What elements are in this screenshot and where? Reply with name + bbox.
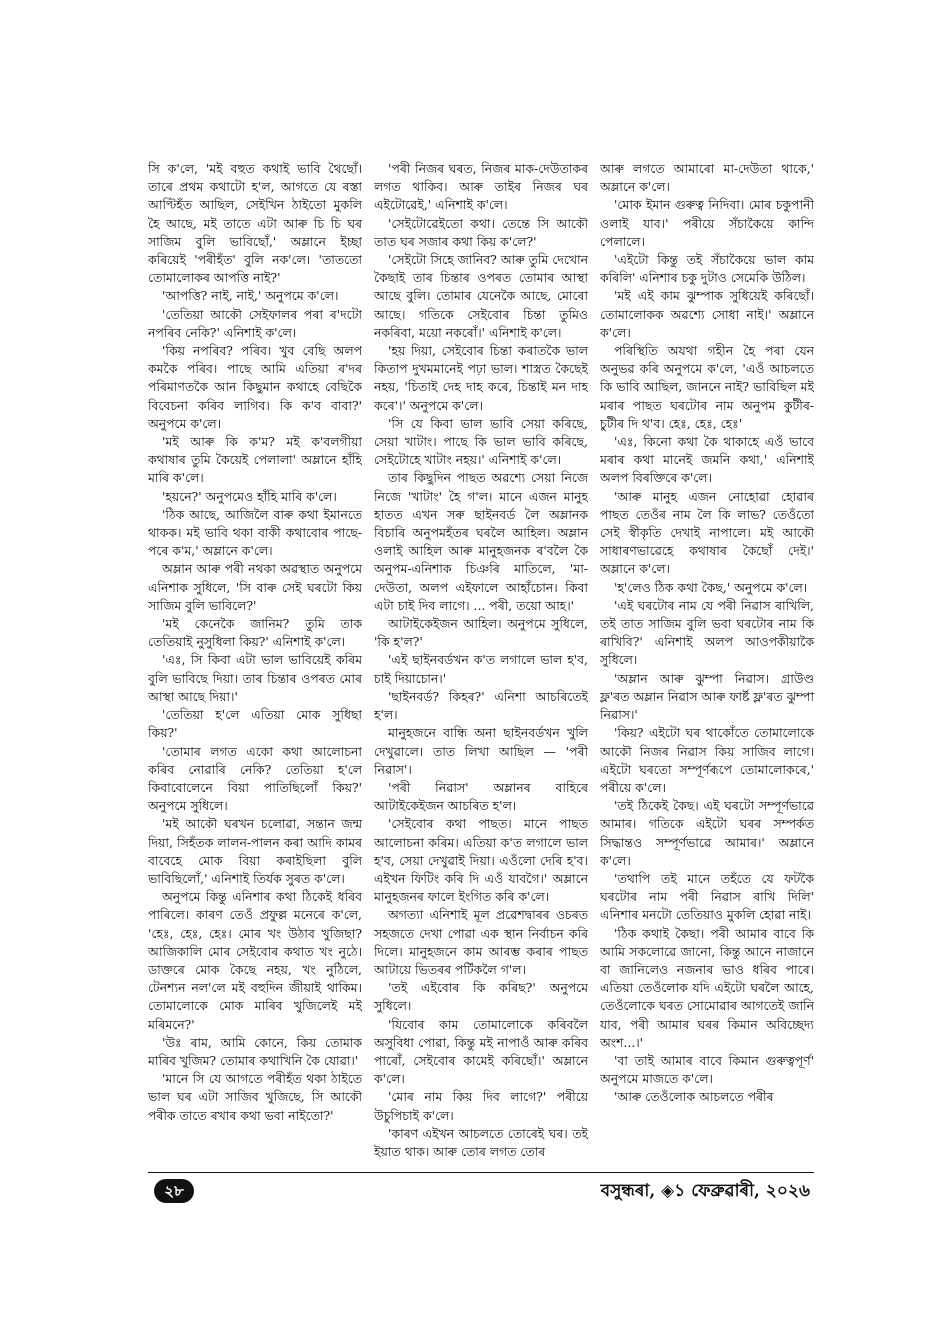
paragraph: 'এই ছাইনবৰ্ডখন ক'ত লগালে ভাল হ'ব, চাই দিয়াচোন।': [374, 652, 588, 686]
paragraph: 'ছাইনবৰ্ড? কিহৰ?' এনিশা আচৰিতেই হ'ল।: [374, 688, 588, 723]
paragraph: 'ঠিক কথাই কৈছা। পৰী আমাৰ বাবে কি আমি সকলোৱে জানো, কিন্তু আনে নাজানে বা জানিলেও নজনাৰ ভাও ধৰিব পাৰে। এতিয়া তেওঁলোক যদি এইটো ঘৰলৈ আহে, তেওঁলোকে ঘৰত সোমোৱাৰ আগতেই জানি যাব, পৰী আমাৰ ঘৰৰ কিমান অবিচ্ছেদ্য অংশ...।': [600, 925, 814, 1050]
issue-line: বসুন্ধৰা, ◈১ ফেব্ৰুৱাৰী, ২০২৬: [600, 1181, 810, 1201]
paragraph: 'এইটো কিন্তু তই সঁচাকৈয়ে ভাল কাম কৰিলি' এনিশাৰ চকু দুটাও সেমেকি উঠিল।: [600, 252, 814, 286]
paragraph: অগত্যা এনিশাই মূল প্ৰৱেশদ্বাৰৰ ওচৰত সহজতে দেখা পোৱা এক স্থান নিৰ্বাচন কৰি দিলে। মানুহজনে কাম আৰম্ভ কৰাৰ পাছত আটায়ে ভিতৰৰ পৰ্টিকলৈ গ'ল।: [374, 907, 588, 977]
paragraph: 'কিয় নপৰিব? পৰিব। খুব বেছি অলপ কমকৈ পৰিব। পাছে আমি এতিয়া ৰ'দৰ পৰিমাণতকৈ আন কিছুমান কথাহে বেছিকৈ বিবেচনা কৰিব লাগিব। কি ক'ব বাবা?' অনুপমে ক'লে।: [148, 343, 362, 431]
paragraph: 'হয়নে?' অনুপমেও হাঁহি মাৰি ক'লে।: [162, 488, 337, 504]
paragraph: অম্লান আৰু পৰী নথকা অৱস্থাত অনুপমে এনিশাক সুধিলে, 'সি বাৰু সেই ঘৰটো কিয় সাজিম বুলি ভাবিলে?': [148, 561, 362, 613]
paragraph: সি ক'লে, 'মই বহুত কথাই ভাবি থৈছোঁ। তাৰে প্ৰথম কথাটো হ'ল, আগতে যে ৰস্তা আণ্টিহঁত আছিল, সেইখিন ঠাইতো মুকলি হৈ আছে, মই তাতে এটা আৰু চি চি ঘৰ সাজিম বুলি ভাবিছোঁ,' অম্লানে ইচ্ছা কৰিয়েই 'পৰীহঁত' বুলি নক'লে। 'তাততো তোমালোকৰ আপত্তি নাই?': [148, 161, 362, 286]
paragraph: 'মই আৰু কি ক'ম? মই ক'বলগীয়া কথাষাৰ তুমি কৈয়েই পেলালা' অম্লানে হাঁহি মাৰি ক'লে।: [148, 434, 362, 486]
paragraph: 'বা তাই আমাৰ বাবে কিমান গুৰুত্বপূৰ্ণ' অনুপমে মাজতে ক'লে।: [600, 1052, 814, 1087]
paragraph: 'ঠিক আছে, আজিলৈ বাৰু কথা ইমানতে থাকক। মই ভাবি থকা বাকী কথাবোৰ পাছে-পৰে ক'ম,' অম্লানে ক'লে।: [148, 506, 362, 559]
paragraph: 'এঃ, কিনো কথা কৈ থাকাহে এওঁ ভাবে মৰাৰ কথা মানেই জমনি কথা,' এনিশাই অলপ বিৰক্তিৰে ক'লে।: [600, 434, 814, 486]
page-footer: [148, 1172, 814, 1207]
paragraph: 'তই ঠিকেই কৈছ। এই ঘৰটো সম্পূৰ্ণভাৱে আমাৰ। গতিকে এইটো ঘৰৰ সম্পৰ্কত সিদ্ধান্তও সম্পূৰ্ণভাৱে আমাৰ।' অম্লানে ক'লে।: [600, 798, 814, 868]
paragraph: তাৰ কিছুদিন পাছত অৱশ্যে সেয়া নিজে নিজে 'খাটাং' হৈ গ'ল। মানে এজন মানুহ হাতত এখন সৰু ছাইনবৰ্ড লৈ অম্লানক বিচাৰি অনুপমহঁতৰ ঘৰলৈ আহিল। অম্লান ওলাই আহিল আৰু মানুহজনক ৰ'বলৈ কৈ অনুপম-এনিশাক চিঞৰি মাতিলে, 'মা-দেউতা, অলপ এইফালে আহাঁচোন। কিবা এটা চাই দিব লাগে। ... পৰী, তয়ো আহ।': [374, 470, 588, 613]
paragraph: 'কাৰণ এইখন আচলতে তোৰেই ঘৰ। তই ইয়াত থাক। আৰু তোৰ লগত তোৰ: [374, 1125, 588, 1159]
paragraph: 'কিয়? এইটো ঘৰ থাকোঁতে তোমালোকে আকৌ নিজৰ নিৱাস কিয় সাজিব লাগে। এইটো ঘৰতো সম্পূৰ্ণৰূপে তোমালোকৰে,' পৰীয়ে ক'লে।: [600, 725, 814, 795]
paragraph: অনুপমে কিন্তু এনিশাৰ কথা ঠিকেই ধৰিব পাৰিলে। কাৰণ তেওঁ প্ৰফুল্ল মনেৰে ক'লে, 'হেঃ, হেঃ, হেঃ। মোৰ খং উঠাব খুজিছা? আজিকালি মোৰ সেইবোৰ কথাত খং নুঠে। ডাক্তৰে মোক কৈছে নহয়, খং নুঠিলে, টেনশ্যন নল'লে মই বহুদিন জীয়াই থাকিম। তোমালোকে মোক মাৰিব খুজিলেই মই মৰিমনে?': [148, 889, 362, 1032]
paragraph: 'পৰী নিজৰ ঘৰত, নিজৰ মাক-দেউতাকৰ লগত থাকিব। আৰু তাইৰ নিজৰ ঘৰ এইটোৱেই,' এনিশাই ক'লে।: [374, 161, 588, 213]
article-column-2: [374, 160, 588, 1170]
paragraph: 'আৰু মানুহ এজন নোহোৱা হোৱাৰ পাছত তেওঁৰ নাম লৈ কি লাভ? তেওঁতো সেই স্বীকৃতি দেখাই নাপালে। মই আকৌ সাধাৰণভাৱেহে কথাষাৰ কৈছোঁ দেই।' অম্লানে ক'লে।: [600, 488, 814, 577]
paragraph: 'অম্লান আৰু ঝুম্পা নিৱাস। গ্ৰাউণ্ড ফ্ল'ৰত অম্লান নিৱাস আৰু ফাৰ্ষ্ট ফ্ল'ৰত ঝুম্পা নিৱাস।': [600, 670, 814, 723]
paragraph: 'আপত্তি? নাই, নাই,' অনুপমে ক'লে।: [162, 288, 339, 304]
paragraph: 'সেইটো সিহে জানিব? আৰু তুমি দেখোন কৈছাই তাৰ চিন্তাৰ ওপৰত তোমাৰ আস্থা আছে বুলি। তোমাৰ যেনেকৈ আছে, মোৰো আছে। গতিকে সেইবোৰ চিন্তা তুমিও নকৰিবা, ময়ো নকৰোঁ।' এনিশাই ক'লে।: [374, 252, 588, 340]
paragraph: 'এঃ, সি কিবা এটা ভাল ভাবিয়েই কৰিম বুলি ভাবিছে দিয়া। তাৰ চিন্তাৰ ওপৰত মোৰ আস্থা আছে দিয়া।': [148, 652, 362, 704]
paragraph: 'মই আকৌ ঘৰখন চলোৱা, সন্তান জন্ম দিয়া, সিহঁতক লালন-পালন কৰা আদি কামৰ বাবেহে মোক বিয়া কৰাইছিলা বুলি ভাবিছিলোঁ,' এনিশাই তিৰ্যক সুৰত ক'লে।: [148, 816, 362, 886]
paragraph: 'হ'লেও ঠিক কথা কৈছ,' অনুপমে ক'লে।: [614, 579, 808, 595]
paragraph: 'সেইবোৰ কথা পাছত। মানে পাছত আলোচনা কৰিম। এতিয়া ক'ত লগালে ভাল হ'ব, সেয়া দেখুৱাই দিয়া। এওঁলো দেৰি হ'ব। এইখন ফিটিং কৰি দি এওঁ যাবগৈ।' অম্লানে মানুহজনৰ ফালে ইংগিত কৰি ক'লে।: [374, 816, 588, 905]
paragraph: 'আৰু তেওঁলোক আচলতে পৰীৰ: [614, 1089, 774, 1105]
paragraph: 'মানে সি যে আগতে পৰীহঁত থকা ঠাইতে ভাল ঘৰ এটা সাজিব খুজিছে, সি আকৌ পৰীক তাতে ৰখাৰ কথা ভবা নাইতো?': [148, 1071, 362, 1123]
paragraph: 'মোৰ নাম কিয় দিব লাগে?' পৰীয়ে উচুপিচাই ক'লে।: [374, 1089, 588, 1123]
paragraph: 'এই ঘৰটোৰ নাম যে পৰী নিৱাস ৰাখিলি, তই তাত সাজিম বুলি ভবা ঘৰটোৰ নাম কি ৰাখিবি?' এনিশাই অলপ আওপকীয়াকৈ সুধিলে।: [600, 597, 814, 668]
article-column-3: [600, 160, 814, 1170]
paragraph: 'পৰী নিৱাস' অম্লানৰ বাহিৰে আটাইকেইজন আচৰিত হ'ল।: [374, 779, 588, 814]
paragraph: 'তই এইবোৰ কি কৰিছ?' অনুপমে সুধিলে।: [374, 980, 588, 1014]
paragraph: 'সেইটোৱেইতো কথা। তেন্তে সি আকৌ তাত ঘৰ সজাৰ কথা কিয় ক'লে?': [374, 215, 588, 249]
paragraph: আৰু লগতে আমাৰো মা-দেউতা থাকে,' অম্লানে ক'লে।: [600, 161, 814, 195]
paragraph: 'হয় দিয়া, সেইবোৰ চিন্তা কৰাতকৈ ভাল কিতাপ দুখমমানেই পঢ়া ভাল। শাস্ত্ৰত কৈছেই নহয়, 'চিতাই দেহ দাহ কৰে, চিন্তাই মন দাহ কৰে'।' অনুপমে ক'লে।: [374, 343, 588, 413]
paragraph: 'মই কেনেকৈ জানিম? তুমি তাক তেতিয়াই নুসুধিলা কিয়?' এনিশাই ক'লে।: [148, 616, 362, 650]
paragraph: 'তথাপি তই মানে তহঁতে যে ফটকৈ ঘৰটোৰ নাম পৰী নিৱাস ৰাখি দিলি' এনিশাৰ মনটো তেতিয়াও মুকলি হোৱা নাই।: [600, 870, 814, 923]
paragraph: মানুহজনে বান্ধি অনা ছাইনবৰ্ডখন খুলি দেখুৱালে। তাত লিখা আছিল — 'পৰী নিৱাস'।: [374, 725, 588, 777]
article-columns: [148, 160, 814, 1170]
paragraph: 'মই এই কাম ঝুম্পাক সুধিয়েই কৰিছোঁ। তোমালোকক অৱশ্যে সোধা নাই।' অম্লানে ক'লে।: [600, 288, 814, 340]
paragraph: 'তেতিয়া আকৌ সেইফালৰ পৰা ৰ'দটো নপৰিব নেকি?' এনিশাই ক'লে।: [148, 306, 362, 340]
page-number-badge: ২৮: [154, 1179, 194, 1203]
paragraph: আটাইকেইজন আহিল। অনুপমে সুধিলে, 'কি হ'ল?': [374, 616, 588, 650]
article-column-1: [148, 160, 362, 1170]
paragraph: 'উঃ ৰাম, আমি কোনে, কিয় তোমাক মাৰিব খুজিম? তোমাৰ কথাখিনি কৈ যোৱা।': [148, 1034, 362, 1068]
paragraph: 'মোক ইমান গুৰুত্ব নিদিবা। মোৰ চকুপানী ওলাই যাব।' পৰীয়ে সঁচাকৈয়ে কান্দি পেলালে।: [600, 197, 814, 249]
paragraph: 'তেতিয়া হ'লে এতিয়া মোক সুধিছা কিয়?': [148, 707, 362, 741]
paragraph: 'যিবোৰ কাম তোমালোকে কৰিবলৈ অসুবিধা পোৱা, কিন্তু মই নাপাওঁ আৰু কৰিব পাৰোঁ, সেইবোৰ কামেই কৰিছোঁ।' অম্লানে ক'লে।: [374, 1016, 588, 1087]
paragraph: 'সি যে কিবা ভাল ভাবি সেয়া কৰিছে, সেয়া খাটাং। পাছে কি ভাল ভাবি কৰিছে, সেইটোহে খাটাং নহয়।' এনিশাই ক'লে।: [374, 415, 588, 468]
paragraph: 'তোমাৰ লগত একো কথা আলোচনা কৰিব নোৱাৰি নেকি? তেতিয়া হ'লে কিবাবোলেনে বিয়া পাতিছিলোঁ কিয়?' অনুপমে সুধিলে।: [148, 743, 362, 814]
paragraph: পৰিস্থিতি অযথা গহীন হৈ পৰা যেন অনুভৱ কৰি অনুপমে ক'লে, 'এওঁ আচলতে কি ভাবি আছিল, জাননে নাই? ভাবিছিল মই মৰাৰ পাছত ঘৰটোৰ নাম অনুপম কুটীৰ-চুটীৰ দি থ'ব। হেঃ, হেঃ, হেঃ': [600, 343, 814, 431]
